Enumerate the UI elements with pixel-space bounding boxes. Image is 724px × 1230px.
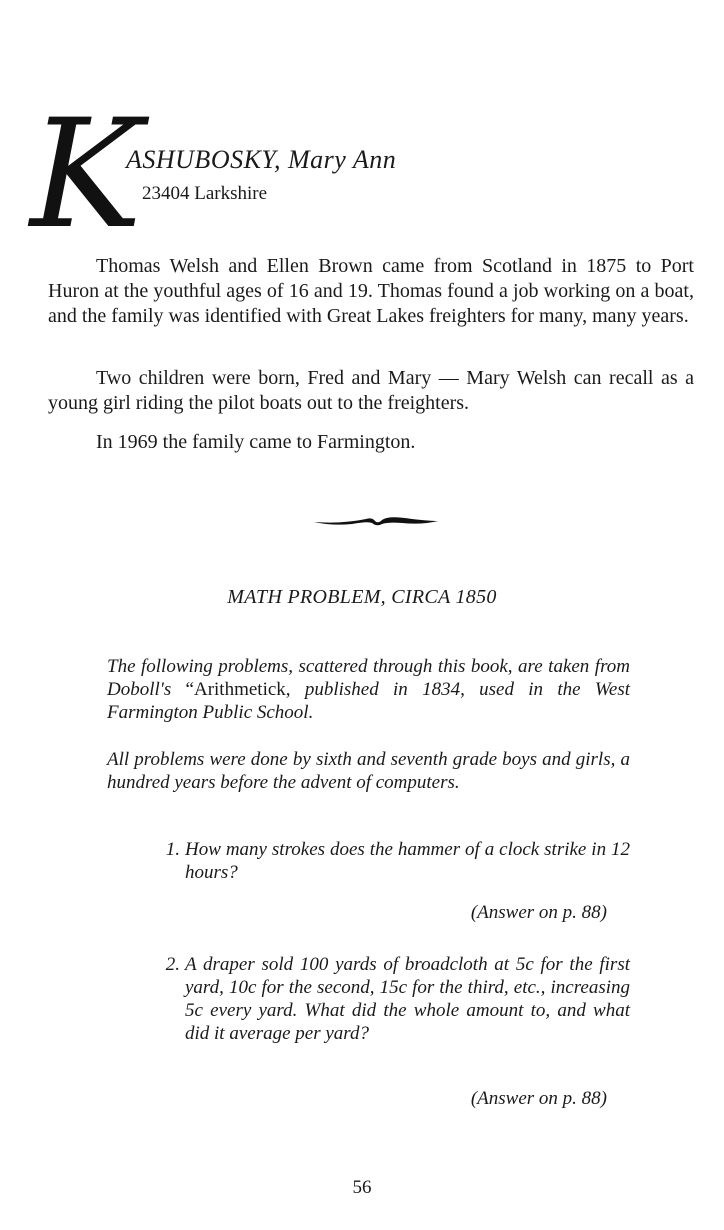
body-paragraph-1: [48, 254, 694, 329]
problem-1-answer: (Answer on p. 88): [470, 902, 607, 923]
problem-1-text: How many strokes does the hammer of a clock strike in 12 hours?: [185, 839, 630, 883]
body-paragraph-3-text: In 1969 the family came to Farmington.: [96, 431, 416, 453]
entry-name: [126, 145, 396, 175]
entry-surname: ASHUBOSKY,: [126, 145, 282, 174]
math-intro-1: [107, 655, 630, 724]
entry-first-name: Mary Ann: [288, 145, 397, 174]
body-paragraph-3: [48, 430, 694, 455]
problem-2-answer: (Answer on p. 88): [470, 1088, 607, 1109]
problem-2-text: A draper sold 100 yards of broadcloth at 5c for the first yard, 10c for the second, 15c for the third, etc., increasing 5c every yard. What did the whole amount to, and what did it average per yard?: [185, 954, 630, 1044]
ornament-divider-icon: [312, 512, 440, 528]
entry-address: 23404 Larkshire: [142, 183, 268, 204]
body-paragraph-2: [48, 366, 694, 416]
problem-2-number: 2.: [165, 954, 180, 975]
drop-cap-initial: K: [30, 88, 143, 262]
body-paragraph-1-text: Thomas Welsh and Ellen Brown came from Scotland in 1875 to Port Huron at the youthful ages of 16 and 19. Thomas found a job working on a boat, and the family was identified with Great Lakes freighters for many, many years.: [48, 255, 694, 327]
page-number: 56: [352, 1177, 372, 1198]
body-paragraph-2-text: Two children were born, Fred and Mary — Mary Welsh can recall as a young girl riding the pilot boats out to the freighters.: [48, 367, 694, 414]
math-intro-1-a: The following problems, scattered through this book, are taken from Doboll's: [107, 656, 630, 700]
math-intro-1-b: published in 1834, used in the West Farmington Public School.: [107, 679, 631, 723]
math-intro-2: All problems were done by sixth and seventh grade boys and girls, a hundred years before the advent of computers.: [107, 749, 630, 793]
problem-1-number: 1.: [165, 839, 180, 860]
section-heading: MATH PROBLEM, CIRCA 1850: [227, 586, 497, 608]
math-intro-1-title: “Arithmetick,: [185, 679, 291, 700]
